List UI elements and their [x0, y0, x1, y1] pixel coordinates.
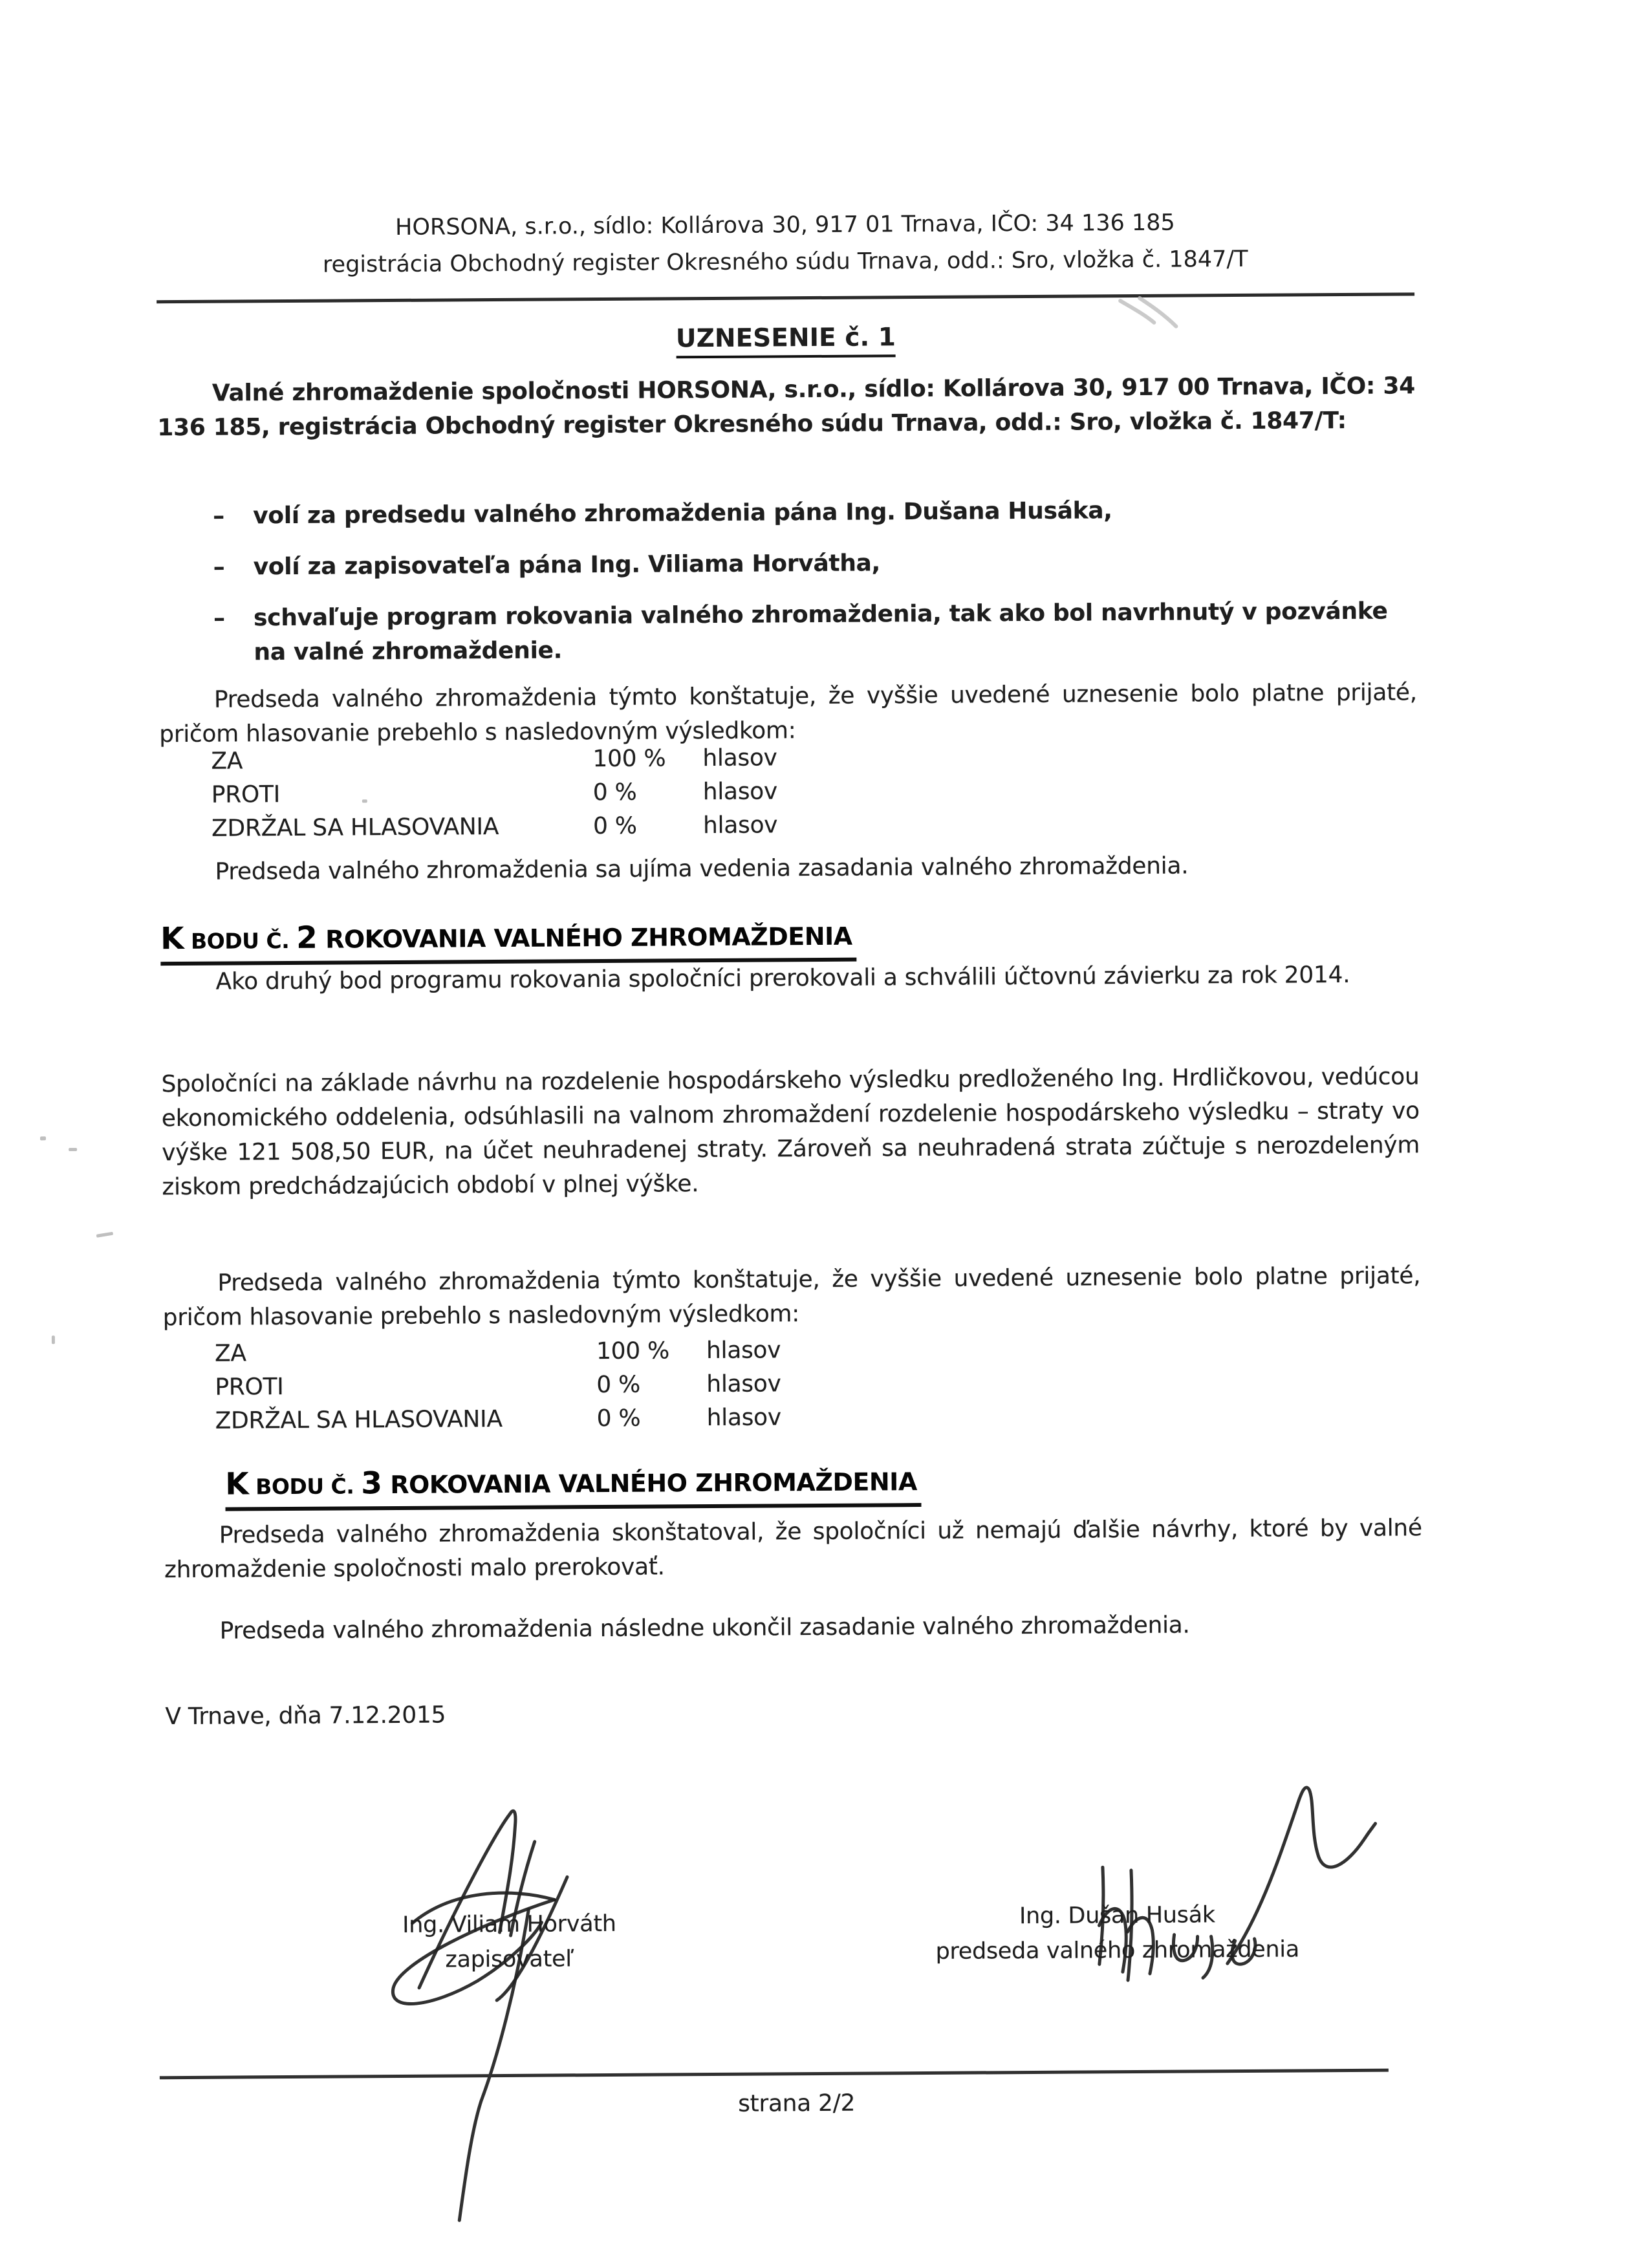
vote-percent-value: 0 % — [596, 1371, 641, 1399]
vote-option-label: ZDRŽAL SA HLASOVANIA — [215, 1405, 503, 1434]
vote-percent-value: 100 % — [592, 745, 666, 773]
scan-speck — [362, 799, 367, 803]
vote-option-label: ZA — [214, 1340, 246, 1367]
heading-initial: K — [225, 1466, 249, 1502]
heading-number: 3 — [361, 1465, 382, 1502]
resolution-list — [158, 491, 1417, 670]
vote-unit-label: hlasov — [706, 1370, 781, 1398]
vote-percent-value: 0 % — [592, 779, 637, 806]
vote-percent-value: 0 % — [596, 1405, 641, 1432]
voting1-intro-paragraph: Predseda valného zhromaždenia týmto konštatuje, že vyššie uvedené uznesenie bolo platne prijaté, pričom hlasovanie prebehlo s nasledovným výsledkom: — [159, 679, 1417, 748]
vote-unit-label: hlasov — [702, 744, 777, 772]
vote-percent-value: 100 % — [596, 1337, 670, 1365]
section-2-paragraph-1: Ako druhý bod programu rokovania spoločníci prerokovali a schválili účtovnú závierku za rok 2014. — [215, 961, 1350, 995]
heading-number: 2 — [296, 920, 318, 956]
vote-option-label: ZDRŽAL SA HLASOVANIA — [211, 814, 499, 842]
section-2-heading — [160, 913, 1418, 966]
signer-role: predseda valného zhromaždenia — [935, 1936, 1300, 1965]
list-item — [158, 594, 1417, 670]
handwritten-signature-right — [1065, 1729, 1441, 1991]
dash-marker: – — [213, 502, 224, 530]
company-header — [156, 203, 1414, 303]
section-3-heading-text — [225, 1462, 921, 1511]
vote-option-label: ZA — [211, 748, 243, 775]
voting1-table — [159, 737, 1418, 846]
scan-smudge — [1114, 289, 1185, 335]
company-header-line-1: HORSONA, s.r.o., sídlo: Kollárova 30, 917 01 Trnava, IČO: 34 136 185 — [395, 210, 1175, 241]
scan-speck — [69, 1148, 77, 1151]
document-title — [157, 319, 1414, 362]
scan-speck — [52, 1335, 55, 1344]
list-item-text: schvaľuje program rokovania valného zhromaždenia, tak ako bol navrhnutý v pozvánke na valné zhromaždenie. — [253, 598, 1388, 666]
section-3-heading — [164, 1459, 1483, 1511]
signer-role: zapisovateľ — [445, 1946, 574, 1973]
handwritten-signature-left — [340, 1773, 706, 2266]
vote-unit-label: hlasov — [706, 1337, 781, 1365]
heading-smallcaps: BODU Č. — [183, 927, 297, 954]
section-3-paragraph-2: Predseda valného zhromaždenia následne ukončil zasadanie valného zhromaždenia. — [219, 1612, 1190, 1645]
table-row — [160, 805, 1418, 846]
vote-unit-label: hlasov — [702, 778, 778, 806]
heading-initial: K — [160, 920, 184, 957]
list-item-text: volí za predsedu valného zhromaždenia pána Ing. Dušana Husáka, — [253, 497, 1112, 530]
vote-unit-label: hlasov — [702, 812, 778, 839]
vote-option-label: PROTI — [211, 781, 281, 808]
resolution-intro-paragraph: Valné zhromaždenie spoločnosti HORSONA, s.r.o., sídlo: Kollárova 30, 917 00 Trnava, IČO: 34 136 185, registrácia Obchodný register Okresného súdu Trnava, odd.: Sro, vložka č. 1847/T: — [157, 373, 1416, 442]
page-number: strana 2/2 — [738, 2090, 856, 2117]
place-date-line: V Trnave, dňa 7.12.2015 — [165, 1701, 446, 1731]
list-item-text: volí za zapisovateľa pána Ing. Viliama Horvátha, — [253, 550, 881, 581]
heading-rest: ROKOVANIA VALNÉHO ZHROMAŽDENIA — [317, 922, 852, 954]
section-2-heading-text — [160, 917, 856, 966]
voting1-outro-paragraph: Predseda valného zhromaždenia sa ujíma vedenia zasadania valného zhromaždenia. — [215, 852, 1189, 885]
voting2-table — [163, 1330, 1422, 1438]
list-item — [158, 491, 1416, 534]
table-row — [164, 1397, 1422, 1438]
section-2-paragraph-2: Spoločníci na základe návrhu na rozdelenie hospodárskeho výsledku predloženého Ing. Hrdličkovou, vedúcou ekonomického oddelenia, odsúhlasili na valnom zhromaždení rozdelenie hospodárskeho výsledku – straty vo výške 121 508,50 EUR, na účet neuhradenej straty. Zároveň sa neuhradená strata zúčtuje s nerozdeleným ziskom predchádzajúcich období v plnej výške. — [161, 1063, 1420, 1201]
heading-rest: ROKOVANIA VALNÉHO ZHROMAŽDENIA — [382, 1467, 917, 1500]
signer-name: Ing. Dušan Husák — [1019, 1902, 1215, 1930]
voting2-intro-paragraph: Predseda valného zhromaždenia týmto konštatuje, že vyššie uvedené uznesenie bolo platne prijaté, pričom hlasovanie prebehlo s nasledovným výsledkom: — [162, 1262, 1421, 1332]
scan-speck — [40, 1136, 46, 1140]
vote-option-label: PROTI — [215, 1374, 284, 1401]
heading-smallcaps: BODU Č. — [248, 1473, 362, 1500]
signer-name: Ing. Viliam Horváth — [402, 1910, 616, 1938]
dash-marker: – — [213, 605, 225, 632]
section-3-paragraph-1: Predseda valného zhromaždenia skonštatoval, že spoločníci už nemajú ďalšie návrhy, ktoré by valné zhromaždenie spoločnosti malo prerokovať. — [164, 1515, 1422, 1584]
vote-unit-label: hlasov — [706, 1404, 781, 1432]
vote-percent-value: 0 % — [592, 812, 637, 840]
dash-marker: – — [213, 554, 225, 581]
scan-speck — [96, 1232, 113, 1238]
list-item — [158, 543, 1416, 585]
document-title-text: UZNESENIE č. 1 — [676, 323, 896, 358]
company-header-line-2: registrácia Obchodný register Okresného súdu Trnava, odd.: Sro, vložka č. 1847/T — [322, 246, 1248, 278]
